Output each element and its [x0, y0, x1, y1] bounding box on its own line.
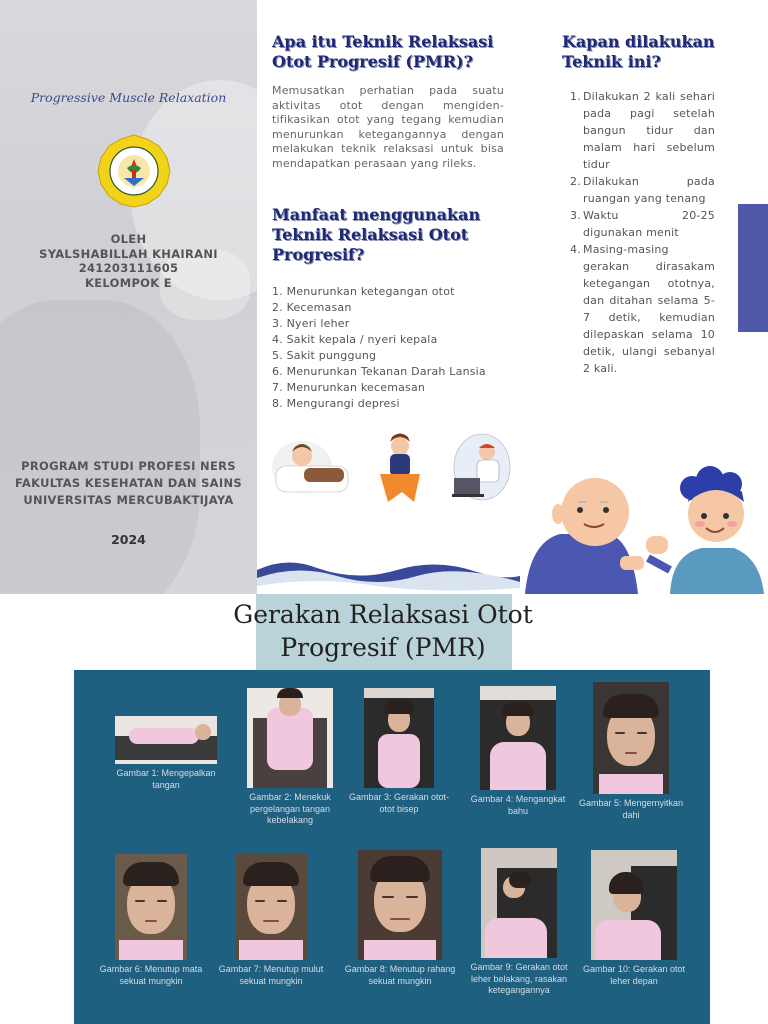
- movement-step-7: [214, 854, 328, 987]
- institution-faculty: FAKULTAS KESEHATAN DAN SAINS: [15, 476, 242, 490]
- list-text: Masing-masing gerakan dirasakam ketegangan ototnya, dan ditahan selama 5-7 detik, kemudian dilepaskan selama 10 detik, ulangi sebanyal 2 kali.: [583, 243, 715, 375]
- movement-caption: Gambar 5: Mengernyitkan dahi: [578, 798, 684, 820]
- list-item: [570, 241, 715, 377]
- movement-step-10: [578, 850, 690, 987]
- cover-panel: [0, 0, 257, 594]
- list-item: 2. Kecemasan: [272, 301, 352, 314]
- movement-photo: [481, 848, 557, 958]
- movement-step-6: [94, 854, 208, 987]
- movement-step-9: [460, 848, 578, 997]
- movement-caption: Gambar 8: Menutup rahang sekuat mungkin: [344, 964, 456, 986]
- list-number: 4.: [570, 243, 581, 256]
- movement-photo: [235, 854, 307, 960]
- movement-step-5: [576, 682, 686, 821]
- laptop-person-illustration: [452, 434, 510, 500]
- list-number: 3.: [570, 209, 581, 222]
- list-item: 4. Sakit kepala / nyeri kepala: [272, 333, 438, 346]
- list-number: 1.: [570, 90, 581, 103]
- list-item: 7. Menurunkan kecemasan: [272, 381, 426, 394]
- section-what-title: Apa itu Teknik Relaksasi Otot Progresif (PMR)?: [272, 32, 494, 71]
- accent-bar: [738, 204, 768, 332]
- movement-step-3: [344, 688, 454, 815]
- author-id: 241203111605: [78, 261, 179, 275]
- decorative-wave: [257, 552, 520, 594]
- movement-photo: [247, 688, 333, 788]
- list-text: Dilakukan 2 kali sehari pada pagi setelah bangun tidur dan malam hari sebelum tidur: [583, 90, 715, 171]
- movement-photo: [591, 850, 677, 960]
- list-item: [570, 207, 715, 241]
- cover-year: 2024: [111, 532, 146, 547]
- movement-step-4: [466, 686, 570, 817]
- list-item: 8. Mengurangi depresi: [272, 397, 400, 410]
- movements-title: Gerakan Relaksasi Otot Progresif (PMR): [233, 600, 533, 662]
- movement-caption: Gambar 6: Menutup mata sekuat mungkin: [99, 964, 203, 986]
- movement-caption: Gambar 9: Gerakan otot leher belakang, rasakan ketegangannya: [470, 962, 568, 995]
- movement-step-2: [238, 688, 342, 827]
- movement-photo: [358, 850, 442, 960]
- movement-caption: Gambar 10: Gerakan otot leher depan: [582, 964, 686, 986]
- movement-caption: Gambar 3: Gerakan otot-otot bisep: [348, 792, 450, 814]
- movement-photo: [115, 716, 217, 764]
- movements-panel: [74, 670, 710, 1024]
- university-seal-icon: [97, 134, 171, 208]
- movement-photo: [593, 682, 669, 794]
- stressed-person-illustration: [380, 434, 420, 503]
- section-benefits-title: Manfaat menggunakan Teknik Relaksasi Otot Progresif?: [272, 205, 481, 264]
- movement-caption: Gambar 7: Menutup mulut sekuat mungkin: [218, 964, 324, 986]
- institution-program: PROGRAM STUDI PROFESI NERS: [21, 459, 236, 473]
- list-item: 1. Menurunkan ketegangan otot: [272, 285, 455, 298]
- stress-illustrations: [272, 432, 512, 507]
- section-what-body: Memusatkan perhatian pada suatu aktivitas otot dengan mengiden-tifikasikan otot yang tegang kemudian menurunkan ketegangannya dengan melakukan teknik relaksasi untuk bisa mendapatkan perasaan yang rileks.: [272, 84, 504, 170]
- author-by: OLEH: [110, 232, 147, 246]
- benefits-list: [272, 284, 512, 412]
- movement-photo: [480, 686, 556, 790]
- when-list: [570, 88, 715, 377]
- movement-caption: Gambar 4: Mengangkat bahu: [470, 794, 566, 816]
- movement-photo: [364, 688, 434, 788]
- elderly-couple-illustration: [520, 462, 768, 594]
- lying-person-illustration: [272, 441, 348, 493]
- section-when-title: Kapan dilakukan Teknik ini?: [562, 32, 715, 71]
- institution-university: UNIVERSITAS MERCUBAKTIJAYA: [23, 493, 234, 507]
- author-name: SYALSHABILLAH KHAIRANI: [39, 246, 218, 261]
- background-photo-shape: [0, 300, 200, 594]
- movement-caption: Gambar 1: Mengepalkan tangan: [116, 768, 216, 790]
- list-item: 6. Menurunkan Tekanan Darah Lansia: [272, 365, 486, 378]
- institution-block: [0, 458, 257, 509]
- author-block: [0, 232, 257, 290]
- list-number: 2.: [570, 175, 581, 188]
- list-item: 3. Nyeri leher: [272, 317, 350, 330]
- author-group: KELOMPOK E: [85, 275, 172, 290]
- movement-photo: [115, 854, 187, 960]
- list-item: [570, 88, 715, 173]
- cover-subtitle: Progressive Muscle Relaxation: [30, 90, 227, 105]
- movement-step-1: [104, 716, 228, 791]
- list-item: [570, 173, 715, 207]
- list-item: 5. Sakit punggung: [272, 349, 377, 362]
- movement-caption: Gambar 2: Menekuk pergelangan tangan kebelakang: [249, 792, 331, 825]
- list-text: Waktu 20-25 digunakan menit: [583, 209, 715, 239]
- movement-step-8: [340, 850, 460, 987]
- list-text: Dilakukan pada ruangan yang tenang: [583, 175, 715, 205]
